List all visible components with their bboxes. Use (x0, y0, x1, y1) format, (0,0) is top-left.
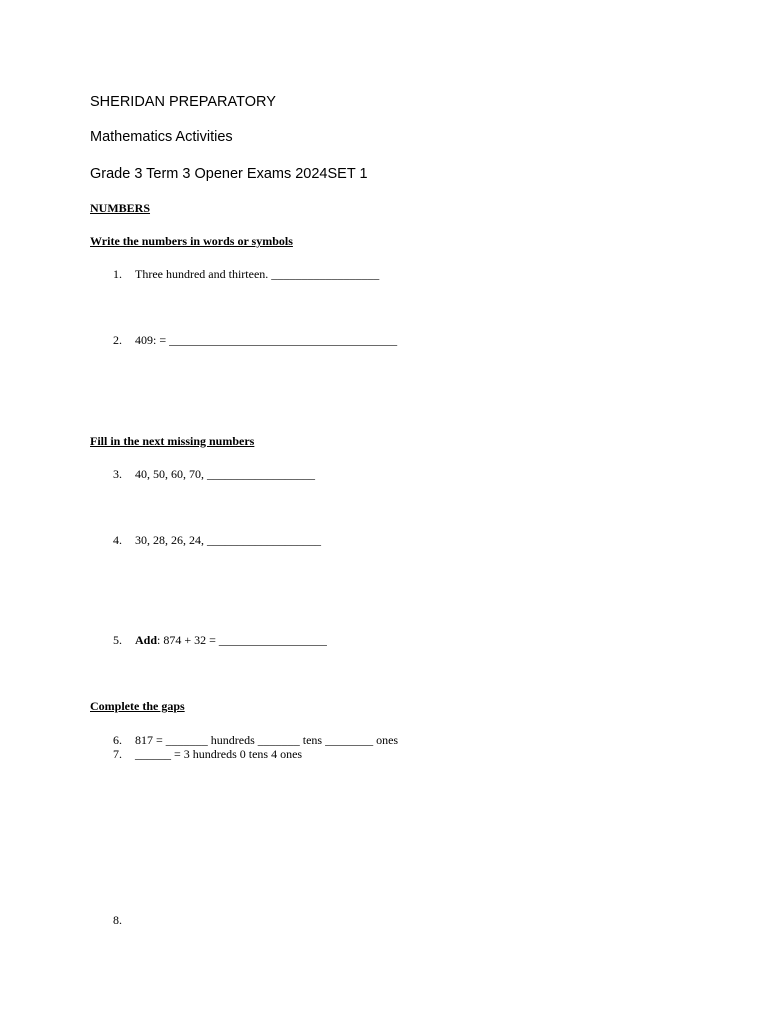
question-6-text: 817 = _______ hundreds _______ tens ________ ones (135, 733, 399, 747)
subject-title: Mathematics Activities (90, 129, 233, 145)
question-6-number: 6. (113, 733, 122, 747)
school-name: SHERIDAN PREPARATORY (90, 94, 276, 110)
question-4-number: 4. (113, 533, 122, 547)
question-1-text: Three hundred and thirteen. __________________ (135, 267, 380, 281)
question-2-text: 409: = ______________________________________ (135, 333, 398, 347)
question-5-text (135, 633, 327, 648)
section-heading-words-symbols: Write the numbers in words or symbols (90, 234, 293, 248)
question-2-number: 2. (113, 333, 122, 347)
question-4-text: 30, 28, 26, 24, ___________________ (135, 533, 321, 547)
question-3-text: 40, 50, 60, 70, __________________ (135, 467, 315, 481)
section-heading-missing-numbers: Fill in the next missing numbers (90, 434, 255, 448)
question-8-number: 8. (113, 913, 122, 927)
question-7-number: 7. (113, 747, 122, 761)
section-heading-complete-gaps: Complete the gaps (90, 699, 185, 713)
question-7-text: ______ = 3 hundreds 0 tens 4 ones (135, 747, 303, 761)
exam-title: Grade 3 Term 3 Opener Exams 2024SET 1 (90, 166, 368, 182)
section-heading-numbers: NUMBERS (90, 201, 151, 215)
question-1-number: 1. (113, 267, 122, 281)
question-5-number: 5. (113, 633, 122, 647)
question-3-number: 3. (113, 467, 122, 481)
question-5-expression: : 874 + 32 = __________________ (157, 633, 327, 647)
question-5-operation: Add (135, 633, 158, 647)
